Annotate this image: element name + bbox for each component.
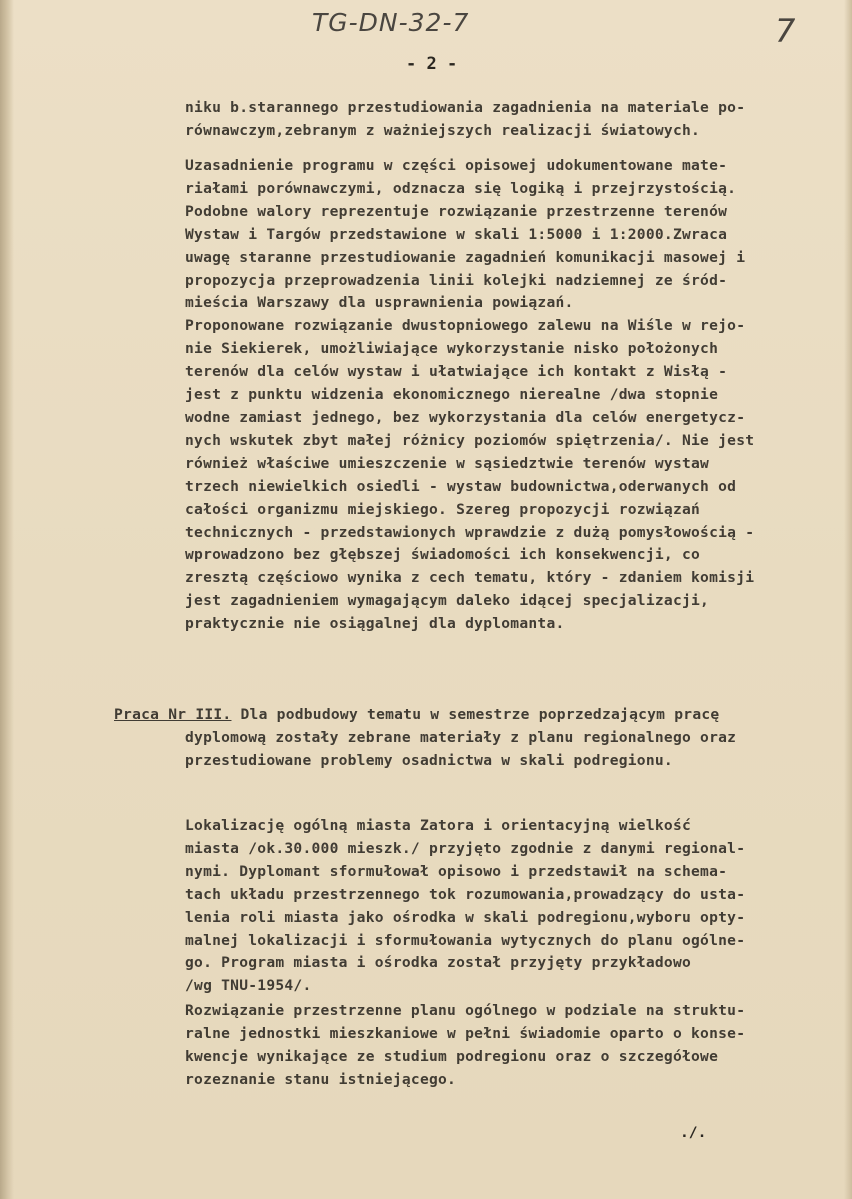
text-line: terenów dla celów wystaw i ułatwiające ich kontakt z Wisłą -	[185, 363, 728, 381]
text-line: lenia roli miasta jako ośrodka w skali podregionu,wyboru opty-	[185, 908, 746, 926]
text-line: go. Program miasta i ośrodka został przyjęty przykładowo	[185, 954, 692, 972]
text-line: uwagę staranne przestudiowanie zagadnień komunikacji masowej i	[185, 248, 746, 266]
text-line: jest zagadnieniem wymagającym daleko idącej specjalizacji,	[185, 592, 710, 610]
text-line: technicznych - przedstawionych wprawdzie z dużą pomysłowością -	[185, 523, 755, 541]
text-line	[114, 704, 736, 727]
text-line: Lokalizację ogólną miasta Zatora i orientacyjną wielkość	[185, 817, 692, 834]
paragraph-praca-iii	[114, 704, 737, 773]
text-line: Proponowane rozwiązanie dwustopniowego zalewu na Wiśle w rejo-	[185, 317, 746, 335]
text-line: Wystaw i Targów przedstawione w skali 1:5000 i 1:2000.Zwraca	[185, 225, 728, 243]
text-line: mieścia Warszawy dla usprawnienia powiązań.	[185, 294, 574, 312]
paragraph-continuation	[185, 97, 745, 143]
text-line: również właściwe umieszczenie w sąsiedztwie terenów wystaw	[185, 454, 710, 472]
paragraph-localization	[185, 815, 745, 998]
text-line: całości organizmu miejskiego. Szereg propozycji rozwiązań	[185, 500, 701, 518]
page-number: - 2 -	[406, 54, 458, 74]
text-line: praktycznie nie osiągalnej dla dyplomanta.	[185, 615, 565, 633]
section-heading: Praca Nr III.	[114, 706, 232, 723]
text-line: Podobne walory reprezentuje rozwiązanie przestrzenne terenów	[185, 202, 728, 220]
text-line: ralne jednostki mieszkaniowe w pełni świadomie oparto o konse-	[185, 1024, 746, 1042]
handwritten-folio-number: 7	[775, 12, 797, 50]
text-line: Uzasadnienie programu w części opisowej udokumentowane mate-	[185, 157, 728, 174]
text-line: nie Siekierek, umożliwiające wykorzystanie nisko położonych	[185, 340, 719, 358]
text-line: riałami porównawczymi, odznacza się logiką i przejrzystością.	[185, 179, 737, 197]
paper-left-edge	[0, 0, 14, 1199]
text-line: rozeznanie stanu istniejącego.	[185, 1070, 457, 1088]
text-line: niku b.starannego przestudiowania zagadnienia na materiale po-	[185, 99, 746, 116]
paper-right-edge	[844, 0, 852, 1199]
text-line: miasta /ok.30.000 mieszk./ przyjęto zgodnie z danymi regional-	[185, 839, 746, 857]
text-line: nych wskutek zbyt małej różnicy poziomów spiętrzenia/. Nie jest	[185, 431, 755, 449]
paragraph-evaluation	[185, 155, 754, 636]
text-line: propozycja przeprowadzenia linii kolejki nadziemnej ze śród-	[185, 271, 728, 289]
heading-line-text: Dla podbudowy tematu w semestrze poprzedzającym pracę	[231, 706, 720, 723]
text-line: Rozwiązanie przestrzenne planu ogólnego w podziale na struktu-	[185, 1002, 746, 1019]
text-line: jest z punktu widzenia ekonomicznego nierealne /dwa stopnie	[185, 386, 719, 404]
text-line: zresztą częściowo wynika z cech tematu, który - zdaniem komisji	[185, 569, 755, 587]
text-line: kwencje wynikające ze studium podregionu oraz o szczegółowe	[185, 1047, 719, 1065]
text-line: tach układu przestrzennego tok rozumowania,prowadzący do usta-	[185, 885, 746, 903]
continuation-mark: ./.	[680, 1124, 707, 1141]
text-line: malnej lokalizacji i sformułowania wytycznych do planu ogólne-	[185, 931, 746, 949]
text-line: /wg TNU-1954/.	[185, 977, 312, 995]
text-line: trzech niewielkich osiedli - wystaw budownictwa,oderwanych od	[185, 477, 737, 495]
text-line: wodne zamiast jednego, bez wykorzystania dla celów energetycz-	[185, 408, 746, 426]
text-line: wprowadzono bez głębszej świadomości ich konsekwencji, co	[185, 546, 701, 564]
paragraph-spatial-solution	[185, 1000, 745, 1092]
handwritten-reference: TG-DN-32-7	[312, 8, 470, 37]
text-line: dyplomową zostały zebrane materiały z planu regionalnego oraz	[185, 728, 737, 746]
text-line: nymi. Dyplomant sformułował opisowo i przedstawił na schema-	[185, 862, 728, 880]
text-line: równawczym,zebranym z ważniejszych realizacji światowych.	[185, 121, 701, 139]
text-line: przestudiowane problemy osadnictwa w skali podregionu.	[185, 751, 673, 769]
